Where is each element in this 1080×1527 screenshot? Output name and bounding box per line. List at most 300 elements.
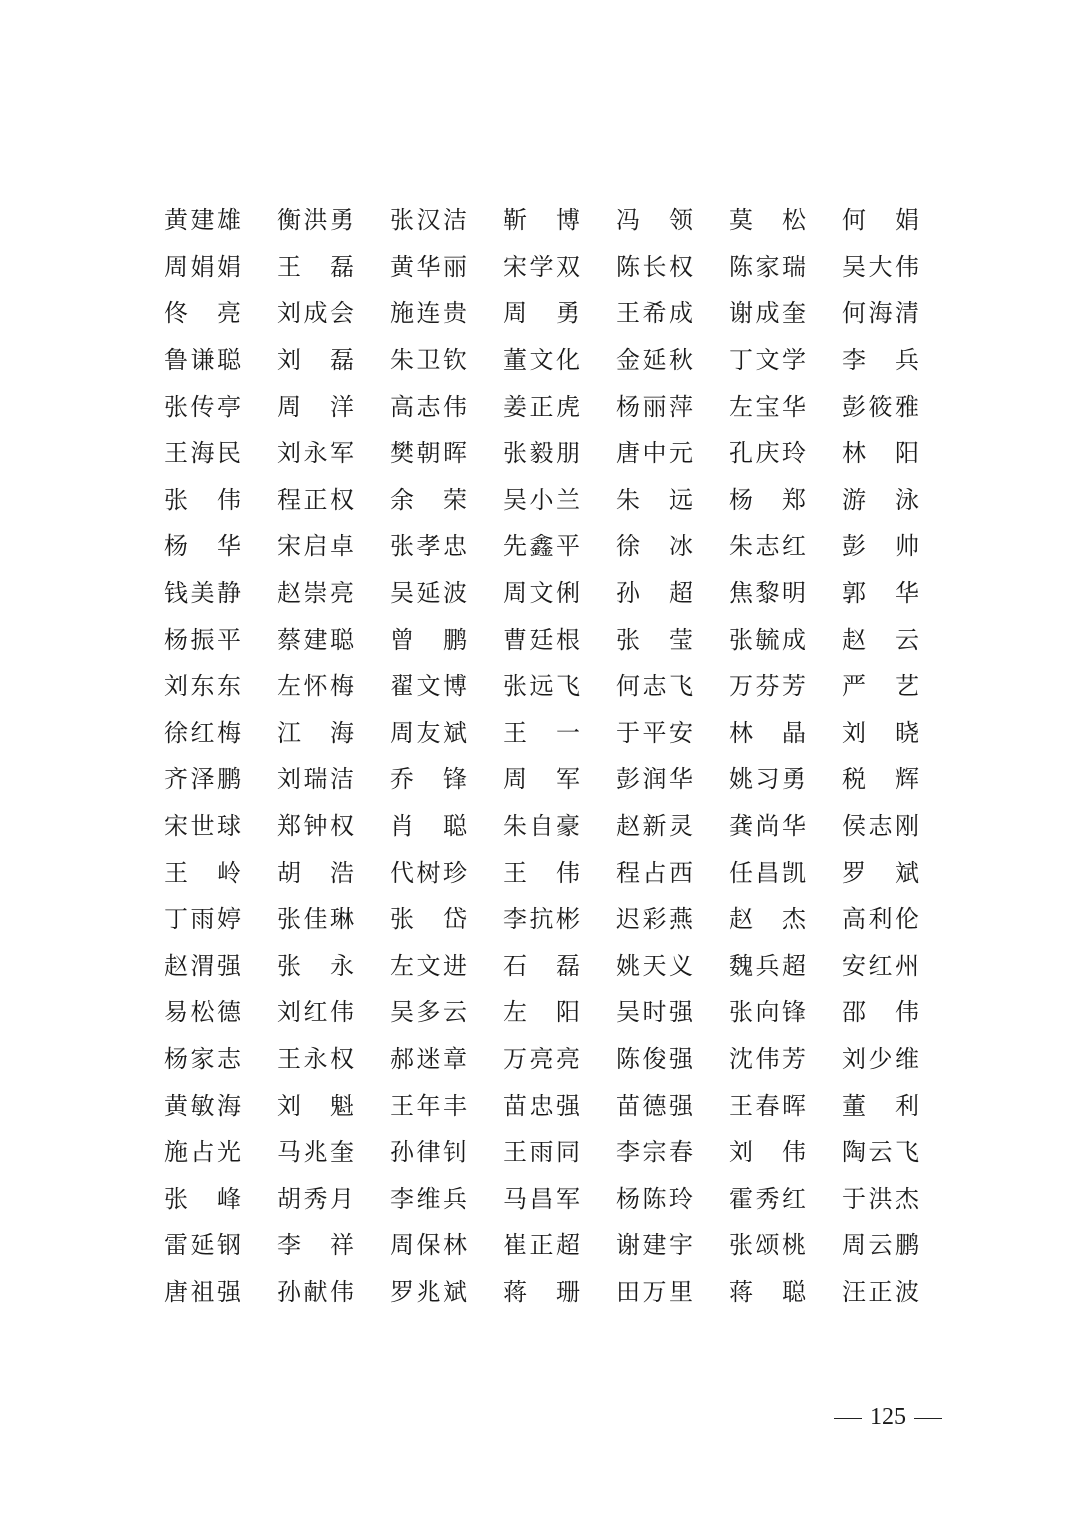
name-row	[164, 896, 924, 943]
person-name: 孔 庆 玲	[729, 439, 806, 468]
person-name: 王 年 丰	[390, 1091, 467, 1120]
person-name: 徐 冰	[616, 532, 693, 561]
name-cell	[277, 756, 390, 803]
name-cell	[503, 756, 616, 803]
name-cell	[842, 1082, 955, 1129]
person-name: 张 毓 成	[729, 625, 806, 654]
person-name: 于 洪 杰	[842, 1184, 919, 1213]
name-cell	[164, 896, 277, 943]
person-name: 刘 东 东	[164, 672, 241, 701]
person-name: 罗 兆 斌	[390, 1277, 467, 1306]
name-cell	[277, 1129, 390, 1176]
person-name: 张 孝 忠	[390, 532, 467, 561]
name-cell	[164, 1129, 277, 1176]
name-row	[164, 1222, 924, 1269]
person-name: 刘 成 会	[277, 299, 354, 328]
page-footer	[826, 1404, 950, 1431]
name-cell	[729, 337, 842, 384]
name-cell	[277, 943, 390, 990]
person-name: 罗 斌	[842, 858, 919, 887]
name-cell	[729, 756, 842, 803]
person-name: 沈 伟 芳	[729, 1044, 806, 1073]
person-name: 左 阳	[503, 998, 580, 1027]
name-cell	[842, 337, 955, 384]
person-name: 赵 杰	[729, 905, 806, 934]
person-name: 胡 浩	[277, 858, 354, 887]
person-name: 谢 建 宇	[616, 1231, 693, 1260]
person-name: 李 祥	[277, 1231, 354, 1260]
name-cell	[842, 1036, 955, 1083]
name-cell	[616, 989, 729, 1036]
name-cell	[616, 290, 729, 337]
person-name: 翟 文 博	[390, 672, 467, 701]
name-cell	[164, 477, 277, 524]
person-name: 刘 伟	[729, 1138, 806, 1167]
name-cell	[729, 1175, 842, 1222]
person-name: 刘 魁	[277, 1091, 354, 1120]
name-cell	[164, 337, 277, 384]
name-cell	[390, 989, 503, 1036]
name-cell	[616, 1269, 729, 1316]
person-name: 高 志 伟	[390, 392, 467, 421]
name-cell	[616, 849, 729, 896]
person-name: 张 岱	[390, 905, 467, 934]
name-cell	[390, 943, 503, 990]
person-name: 于 平 安	[616, 718, 693, 747]
person-name: 刘 晓	[842, 718, 919, 747]
name-row	[164, 430, 924, 477]
person-name: 蒋 珊	[503, 1277, 580, 1306]
name-cell	[729, 197, 842, 244]
person-name: 张 佳 琳	[277, 905, 354, 934]
name-cell	[390, 570, 503, 617]
name-cell	[503, 1175, 616, 1222]
person-name: 彭 润 华	[616, 765, 693, 794]
person-name: 莫 松	[729, 206, 806, 235]
person-name: 张 永	[277, 951, 354, 980]
person-name: 朱 远	[616, 485, 693, 514]
person-name: 蒋 聪	[729, 1277, 806, 1306]
person-name: 乔 锋	[390, 765, 467, 794]
name-cell	[390, 756, 503, 803]
person-name: 程 占 西	[616, 858, 693, 887]
person-name: 程 正 权	[277, 485, 354, 514]
name-cell	[503, 710, 616, 757]
person-name: 李 维 兵	[390, 1184, 467, 1213]
name-cell	[729, 570, 842, 617]
name-cell	[277, 523, 390, 570]
name-cell	[842, 290, 955, 337]
name-cell	[503, 1222, 616, 1269]
name-cell	[164, 570, 277, 617]
person-name: 先 鑫 平	[503, 532, 580, 561]
person-name: 王 岭	[164, 858, 241, 887]
name-cell	[277, 1269, 390, 1316]
name-cell	[277, 197, 390, 244]
person-name: 高 利 伦	[842, 905, 919, 934]
person-name: 黄 建 雄	[164, 206, 241, 235]
person-name: 严 艺	[842, 672, 919, 701]
name-cell	[390, 1175, 503, 1222]
name-cell	[277, 1036, 390, 1083]
name-cell	[390, 430, 503, 477]
person-name: 税 辉	[842, 765, 919, 794]
person-name: 蔡 建 聪	[277, 625, 354, 654]
person-name: 左 怀 梅	[277, 672, 354, 701]
person-name: 李 抗 彬	[503, 905, 580, 934]
person-name: 苗 忠 强	[503, 1091, 580, 1120]
name-cell	[842, 756, 955, 803]
name-cell	[616, 337, 729, 384]
person-name: 安 红 州	[842, 951, 919, 980]
page-number: 125	[870, 1404, 906, 1430]
name-row	[164, 616, 924, 663]
person-name: 丁 雨 婷	[164, 905, 241, 934]
name-cell	[390, 383, 503, 430]
name-row	[164, 710, 924, 757]
name-cell	[729, 1222, 842, 1269]
person-name: 徐 红 梅	[164, 718, 241, 747]
person-name: 何 海 清	[842, 299, 919, 328]
name-cell	[616, 197, 729, 244]
name-row	[164, 523, 924, 570]
name-cell	[390, 896, 503, 943]
name-cell	[277, 849, 390, 896]
person-name: 吴 多 云	[390, 998, 467, 1027]
name-row	[164, 570, 924, 617]
name-cell	[277, 616, 390, 663]
name-cell	[616, 710, 729, 757]
person-name: 周 保 林	[390, 1231, 467, 1260]
name-cell	[729, 430, 842, 477]
name-cell	[164, 849, 277, 896]
name-cell	[842, 849, 955, 896]
name-list-grid	[164, 197, 924, 1315]
name-cell	[164, 1222, 277, 1269]
person-name: 代 树 珍	[390, 858, 467, 887]
person-name: 龚 尚 华	[729, 812, 806, 841]
name-cell	[616, 244, 729, 291]
name-cell	[390, 1129, 503, 1176]
name-cell	[729, 1036, 842, 1083]
name-cell	[390, 290, 503, 337]
name-cell	[277, 803, 390, 850]
person-name: 王 磊	[277, 252, 354, 281]
name-cell	[277, 896, 390, 943]
person-name: 孙 超	[616, 579, 693, 608]
name-cell	[729, 989, 842, 1036]
person-name: 张 峰	[164, 1184, 241, 1213]
person-name: 万 芬 芳	[729, 672, 806, 701]
person-name: 周 文 俐	[503, 579, 580, 608]
person-name: 孙 献 伟	[277, 1277, 354, 1306]
person-name: 唐 祖 强	[164, 1277, 241, 1306]
person-name: 任 昌 凯	[729, 858, 806, 887]
person-name: 刘 红 伟	[277, 998, 354, 1027]
name-cell	[616, 1036, 729, 1083]
name-cell	[729, 663, 842, 710]
name-cell	[164, 989, 277, 1036]
name-cell	[390, 1036, 503, 1083]
name-cell	[277, 244, 390, 291]
name-cell	[842, 1175, 955, 1222]
name-row	[164, 1036, 924, 1083]
name-cell	[729, 477, 842, 524]
person-name: 何 志 飞	[616, 672, 693, 701]
name-cell	[164, 383, 277, 430]
name-cell	[842, 570, 955, 617]
person-name: 刘 磊	[277, 346, 354, 375]
name-cell	[503, 1082, 616, 1129]
name-cell	[616, 1129, 729, 1176]
name-row	[164, 244, 924, 291]
name-cell	[616, 383, 729, 430]
name-cell	[729, 1269, 842, 1316]
person-name: 周 勇	[503, 299, 580, 328]
person-name: 周 军	[503, 765, 580, 794]
person-name: 吴 小 兰	[503, 485, 580, 514]
name-cell	[616, 430, 729, 477]
name-cell	[164, 244, 277, 291]
name-cell	[503, 1129, 616, 1176]
name-cell	[842, 383, 955, 430]
person-name: 赵 云	[842, 625, 919, 654]
person-name: 杨 丽 萍	[616, 392, 693, 421]
person-name: 王 一	[503, 718, 580, 747]
name-cell	[842, 1269, 955, 1316]
person-name: 衡 洪 勇	[277, 206, 354, 235]
name-cell	[277, 710, 390, 757]
name-cell	[277, 1222, 390, 1269]
person-name: 周 娟 娟	[164, 252, 241, 281]
name-cell	[729, 1129, 842, 1176]
person-name: 魏 兵 超	[729, 951, 806, 980]
person-name: 杨 陈 玲	[616, 1184, 693, 1213]
person-name: 黄 敏 海	[164, 1091, 241, 1120]
name-cell	[616, 943, 729, 990]
name-cell	[503, 290, 616, 337]
person-name: 陈 长 权	[616, 252, 693, 281]
name-cell	[164, 756, 277, 803]
name-cell	[729, 1082, 842, 1129]
person-name: 曹 廷 根	[503, 625, 580, 654]
person-name: 霍 秀 红	[729, 1184, 806, 1213]
person-name: 肖 聪	[390, 812, 467, 841]
name-row	[164, 1175, 924, 1222]
person-name: 左 宝 华	[729, 392, 806, 421]
person-name: 姜 正 虎	[503, 392, 580, 421]
person-name: 易 松 德	[164, 998, 241, 1027]
name-cell	[164, 803, 277, 850]
person-name: 杨 郑	[729, 485, 806, 514]
name-cell	[503, 244, 616, 291]
person-name: 鲁 谦 聪	[164, 346, 241, 375]
name-cell	[729, 710, 842, 757]
name-row	[164, 1082, 924, 1129]
person-name: 张 莹	[616, 625, 693, 654]
name-cell	[842, 896, 955, 943]
name-cell	[390, 663, 503, 710]
person-name: 赵 渭 强	[164, 951, 241, 980]
person-name: 何 娟	[842, 206, 919, 235]
person-name: 施 连 贵	[390, 299, 467, 328]
name-row	[164, 989, 924, 1036]
name-cell	[503, 1036, 616, 1083]
person-name: 崔 正 超	[503, 1231, 580, 1260]
name-cell	[503, 989, 616, 1036]
person-name: 王 永 权	[277, 1044, 354, 1073]
name-cell	[390, 1082, 503, 1129]
name-cell	[503, 663, 616, 710]
person-name: 冯 领	[616, 206, 693, 235]
person-name: 雷 延 钢	[164, 1231, 241, 1260]
person-name: 万 亮 亮	[503, 1044, 580, 1073]
person-name: 陈 家 瑞	[729, 252, 806, 281]
person-name: 张 毅 朋	[503, 439, 580, 468]
name-cell	[277, 337, 390, 384]
name-cell	[164, 1036, 277, 1083]
name-cell	[842, 523, 955, 570]
person-name: 周 云 鹏	[842, 1231, 919, 1260]
person-name: 郭 华	[842, 579, 919, 608]
name-cell	[842, 989, 955, 1036]
name-cell	[164, 710, 277, 757]
person-name: 姚 习 勇	[729, 765, 806, 794]
name-row	[164, 290, 924, 337]
person-name: 樊 朝 晖	[390, 439, 467, 468]
person-name: 张 向 锋	[729, 998, 806, 1027]
person-name: 石 磊	[503, 951, 580, 980]
person-name: 郝 迷 章	[390, 1044, 467, 1073]
name-cell	[390, 803, 503, 850]
person-name: 苗 德 强	[616, 1091, 693, 1120]
name-cell	[503, 849, 616, 896]
person-name: 李 宗 春	[616, 1138, 693, 1167]
person-name: 王 希 成	[616, 299, 693, 328]
person-name: 李 兵	[842, 346, 919, 375]
name-row	[164, 197, 924, 244]
person-name: 宋 启 卓	[277, 532, 354, 561]
name-cell	[729, 616, 842, 663]
name-cell	[503, 197, 616, 244]
name-cell	[616, 803, 729, 850]
name-cell	[503, 383, 616, 430]
name-cell	[842, 1222, 955, 1269]
name-cell	[616, 896, 729, 943]
person-name: 刘 瑞 洁	[277, 765, 354, 794]
person-name: 张 传 亭	[164, 392, 241, 421]
person-name: 张 汉 洁	[390, 206, 467, 235]
person-name: 齐 泽 鹏	[164, 765, 241, 794]
person-name: 王 雨 同	[503, 1138, 580, 1167]
name-cell	[503, 570, 616, 617]
name-row	[164, 477, 924, 524]
name-cell	[842, 616, 955, 663]
person-name: 邵 伟	[842, 998, 919, 1027]
person-name: 郑 钟 权	[277, 812, 354, 841]
name-cell	[164, 1175, 277, 1222]
name-cell	[842, 663, 955, 710]
person-name: 赵 新 灵	[616, 812, 693, 841]
person-name: 靳 博	[503, 206, 580, 235]
name-cell	[277, 383, 390, 430]
name-cell	[390, 244, 503, 291]
name-cell	[503, 803, 616, 850]
name-cell	[164, 430, 277, 477]
person-name: 张 颂 桃	[729, 1231, 806, 1260]
name-cell	[842, 943, 955, 990]
person-name: 彭 筱 雅	[842, 392, 919, 421]
person-name: 张 伟	[164, 485, 241, 514]
name-cell	[729, 523, 842, 570]
person-name: 董 文 化	[503, 346, 580, 375]
name-cell	[503, 943, 616, 990]
name-cell	[616, 523, 729, 570]
person-name: 丁 文 学	[729, 346, 806, 375]
footer-right-dash	[914, 1418, 942, 1419]
name-cell	[164, 663, 277, 710]
name-cell	[842, 803, 955, 850]
name-row	[164, 663, 924, 710]
person-name: 杨 家 志	[164, 1044, 241, 1073]
person-name: 余 荣	[390, 485, 467, 514]
name-cell	[277, 663, 390, 710]
person-name: 周 洋	[277, 392, 354, 421]
person-name: 朱 自 豪	[503, 812, 580, 841]
person-name: 游 泳	[842, 485, 919, 514]
name-cell	[503, 1269, 616, 1316]
name-cell	[164, 523, 277, 570]
person-name: 姚 天 义	[616, 951, 693, 980]
name-row	[164, 849, 924, 896]
name-cell	[842, 1129, 955, 1176]
person-name: 赵 崇 亮	[277, 579, 354, 608]
name-cell	[164, 1269, 277, 1316]
name-cell	[390, 1222, 503, 1269]
name-row	[164, 1129, 924, 1176]
person-name: 谢 成 奎	[729, 299, 806, 328]
name-cell	[842, 197, 955, 244]
person-name: 吴 延 波	[390, 579, 467, 608]
person-name: 刘 少 维	[842, 1044, 919, 1073]
name-cell	[277, 290, 390, 337]
name-cell	[390, 849, 503, 896]
name-cell	[503, 430, 616, 477]
name-row	[164, 756, 924, 803]
name-cell	[842, 244, 955, 291]
name-cell	[390, 477, 503, 524]
person-name: 焦 黎 明	[729, 579, 806, 608]
name-cell	[729, 383, 842, 430]
person-name: 林 晶	[729, 718, 806, 747]
person-name: 田 万 里	[616, 1277, 693, 1306]
name-cell	[164, 1082, 277, 1129]
name-cell	[503, 477, 616, 524]
person-name: 刘 永 军	[277, 439, 354, 468]
name-cell	[616, 477, 729, 524]
person-name: 唐 中 元	[616, 439, 693, 468]
name-cell	[390, 710, 503, 757]
person-name: 佟 亮	[164, 299, 241, 328]
name-cell	[390, 523, 503, 570]
name-cell	[277, 570, 390, 617]
name-cell	[842, 710, 955, 757]
name-cell	[616, 663, 729, 710]
name-row	[164, 803, 924, 850]
person-name: 马 兆 奎	[277, 1138, 354, 1167]
name-cell	[729, 290, 842, 337]
name-cell	[277, 989, 390, 1036]
